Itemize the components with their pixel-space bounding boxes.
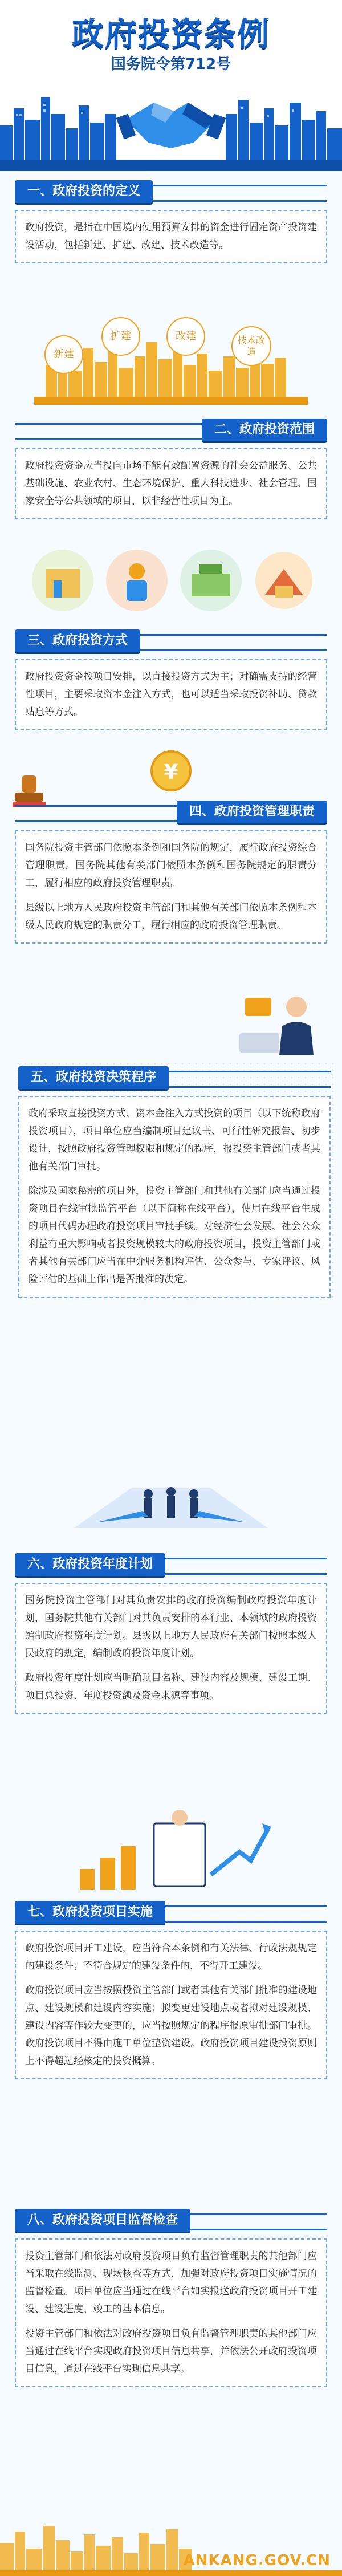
public-sector-illustration bbox=[28, 546, 314, 615]
section-heading: 七、政府投资项目实施 bbox=[15, 1901, 165, 1924]
section-paragraph: 政府采取直接投资方式、资本金注入方式投资的项目（以下统称政府投资项目），项目单位应当编制项目建议书、可行性研究报告、初步设计，按照政府投资管理权限和规定的程序，报投资主管部门或者其他有关部门审批。 bbox=[28, 1108, 320, 1172]
worker-icon bbox=[228, 992, 331, 1055]
office-worker-illustration bbox=[228, 992, 331, 1055]
section-card bbox=[15, 830, 327, 944]
growth-arrow-icon bbox=[68, 1806, 274, 1892]
section-paragraph: 政府投资资金应当投向市场不能有效配置资源的社会公益服务、公共基础设施、农业农村、生态环境保护、重大科技进步、社会管理、国家安全等公共领域的项目，以非经营性项目为主。 bbox=[25, 460, 317, 507]
bubble-renovation: 改建 bbox=[166, 317, 205, 356]
section-header bbox=[15, 178, 327, 205]
section-heading: 二、政府投资范围 bbox=[202, 419, 327, 441]
section-heading: 一、政府投资的定义 bbox=[15, 180, 153, 203]
section-header bbox=[15, 416, 327, 444]
page-subtitle: 国务院令第712号 bbox=[111, 56, 231, 73]
section-paragraph: 政府投资项目开工建设，应当符合本条例和有关法律、行政法规规定的建设条件；不符合规定的建设条件的，不得开工建设。 bbox=[25, 1943, 317, 1972]
public-sector-icons bbox=[28, 546, 314, 615]
section-paragraph: 国务院投资主管部门依照本条例和国务院的规定，履行政府投资综合管理职责。国务院其他有关部门依照本条例和国务院规定的职责分工，履行相应的政府投资管理职责。 bbox=[25, 842, 317, 889]
section-card bbox=[15, 210, 327, 263]
section-supervision bbox=[15, 2207, 327, 2387]
growth-illustration bbox=[68, 1806, 274, 1892]
business-people-icon bbox=[63, 1477, 279, 1534]
bubble-expansion: 扩建 bbox=[101, 317, 140, 356]
coin-illustration-area bbox=[0, 745, 342, 796]
section-paragraph: 政府投资，是指在中国境内使用预算安排的资金进行固定资产投资建设活动，包括新建、扩建、改建、技术改造等。 bbox=[25, 222, 317, 251]
section-card bbox=[15, 448, 327, 519]
section-scope bbox=[15, 416, 327, 519]
section-decision-procedure bbox=[15, 1061, 334, 1301]
section-responsibilities bbox=[15, 798, 327, 944]
coin-illustration bbox=[0, 745, 342, 796]
section-card bbox=[15, 659, 327, 730]
section-header bbox=[18, 1064, 331, 1091]
bubble-tech-upgrade: 技术改造 bbox=[231, 326, 271, 366]
header-banner bbox=[0, 0, 342, 171]
section-header bbox=[15, 627, 327, 655]
section-heading: 四、政府投资管理职责 bbox=[177, 801, 327, 823]
construction-bubbles-illustration bbox=[34, 296, 308, 405]
section-header bbox=[15, 1551, 327, 1578]
section-implementation bbox=[15, 1899, 327, 2079]
section-card bbox=[18, 1096, 331, 1298]
section-heading: 八、政府投资项目监督检查 bbox=[15, 2209, 190, 2232]
section-card bbox=[15, 1583, 327, 1714]
svg-text:¥: ¥ bbox=[164, 761, 178, 784]
section-paragraph: 国务院投资主管部门对其负责安排的政府投资编制政府投资年度计划，国务院其他有关部门对其负责安排的本行业、本领域的政府投资编制政府投资年度计划。县级以上地方人民政府有关部门按照本级人民政府的规定，编制政府投资年度计划。 bbox=[25, 1595, 317, 1659]
section-heading: 五、政府投资决策程序 bbox=[18, 1066, 169, 1089]
city-skyline-illustration bbox=[0, 74, 342, 171]
section-header bbox=[15, 798, 327, 826]
section-card bbox=[15, 1931, 327, 2079]
footer-logo: ANKANG.GOV.CN bbox=[183, 2552, 331, 2569]
section-paragraph: 县级以上地方人民政府投资主管部门和其他有关部门依照本条例和本级人民政府规定的职责分工，履行相应的政府投资管理职责。 bbox=[25, 902, 317, 931]
section-annual-plan bbox=[15, 1551, 327, 1714]
section-definition bbox=[15, 178, 327, 263]
section-paragraph: 政府投资年度计划应当明确项目名称、建设内容及规模、建设工期、项目总投资、年度投资额及资金来源等事项。 bbox=[25, 1672, 317, 1701]
section-heading: 六、政府投资年度计划 bbox=[15, 1553, 165, 1576]
section-paragraph: 政府投资资金按项目安排，以直接投资方式为主；对确需支持的经营性项目，主要采取资本金注入方式，也可以适当采取投资补助、贷款贴息等方式。 bbox=[25, 671, 317, 718]
section-paragraph: 投资主管部门和依法对政府投资项目负有监督管理职责的其他部门应当通过在线平台实现政府投资项目信息共享，并依法公开政府投资项目信息，通过在线平台实现信息共享。 bbox=[25, 2328, 317, 2375]
section-header bbox=[15, 1899, 327, 1926]
bubble-new-build: 新建 bbox=[44, 335, 83, 374]
page-title: 政府投资条例 bbox=[72, 16, 270, 53]
section-card bbox=[15, 2238, 327, 2387]
section-paragraph: 投资主管部门和依法对政府投资项目负有监督管理职责的其他部门应当采取在线监测、现场核查等方式，加强对政府投资项目实施情况的监督检查。项目单位应当通过在线平台如实报送政府投资项目开工建设、建设进度、竣工的基本信息。 bbox=[25, 2250, 317, 2315]
section-paragraph: 政府投资项目应当按照投资主管部门或者其他有关部门批准的建设地点、建设规模和建设内容实施；拟变更建设地点或者拟对建设规模、建设内容等作较大变更的，应当按照规定的程序报原审批部门审批。政府投资项目不得由施工单位垫资建设。政府投资项目建设投资原则上不得超过经核定的投资概算。 bbox=[25, 1985, 317, 2067]
section-paragraph: 除涉及国家秘密的项目外，投资主管部门和其他有关部门应当通过投资项目在线审批监管平台（以下简称在线平台），使用在线平台生成的项目代码办理政府投资项目审批手续。对经济社会发展、社会公众利益有重大影响或者投资规模较大的政府投资项目，投资主管部门或者其他有关部门应当在中介服务机构评估、公众参与、专家评议、风险评估的基础上作出是否批准的决定。 bbox=[28, 1185, 320, 1285]
section-header bbox=[15, 2207, 327, 2234]
business-people-illustration bbox=[63, 1477, 279, 1534]
section-heading: 三、政府投资方式 bbox=[15, 629, 140, 652]
section-method bbox=[15, 627, 327, 730]
